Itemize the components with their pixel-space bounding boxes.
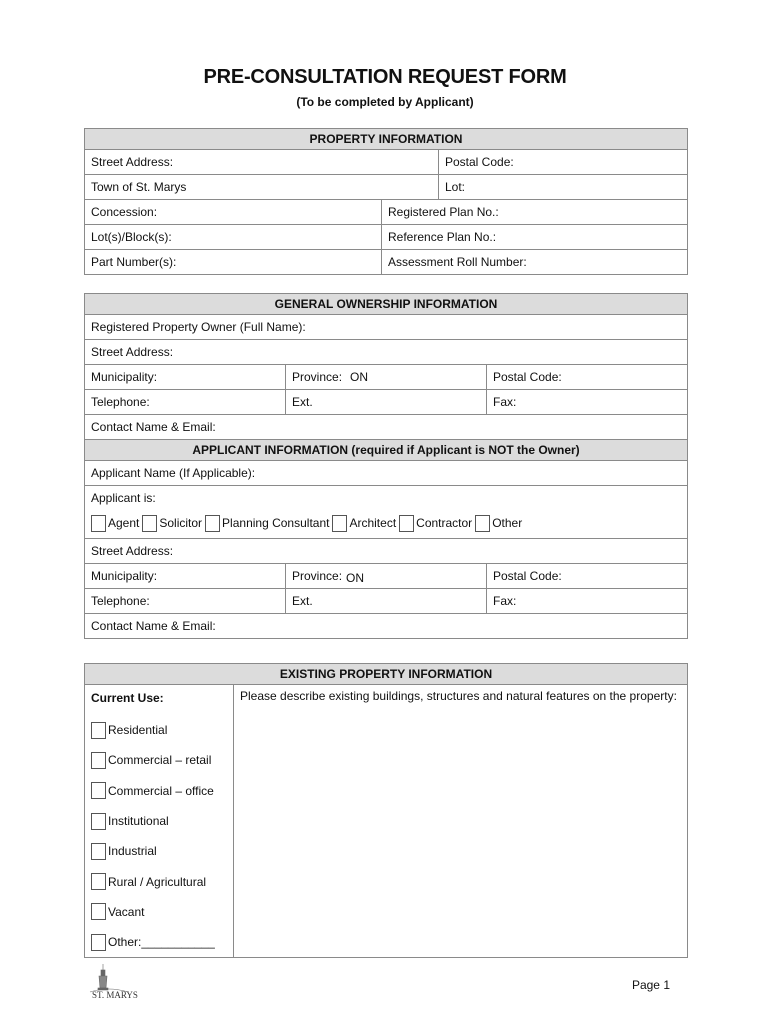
checkbox[interactable]	[399, 515, 414, 532]
applicant-contact-field[interactable]: Contact Name & Email:	[85, 614, 688, 639]
ownership-applicant-table	[84, 293, 688, 639]
option-label: Commercial – retail	[108, 753, 212, 768]
checkbox[interactable]	[142, 515, 157, 532]
option-label: Other	[492, 516, 523, 530]
owner-province-value: ON	[350, 370, 369, 384]
checkbox[interactable]	[91, 934, 106, 951]
use-option-commercial-retail[interactable]	[91, 745, 227, 775]
current-use-list	[91, 715, 227, 957]
checkbox[interactable]	[91, 903, 106, 920]
checkbox[interactable]	[91, 873, 106, 890]
use-option-commercial-office[interactable]	[91, 776, 227, 806]
applicant-type-contractor[interactable]	[399, 515, 472, 532]
owner-street-address-field[interactable]: Street Address:	[85, 340, 688, 365]
option-label: Industrial	[108, 844, 157, 859]
checkbox[interactable]	[91, 722, 106, 739]
postal-code-field[interactable]: Postal Code:	[439, 150, 688, 175]
owner-contact-field[interactable]: Contact Name & Email:	[85, 415, 688, 440]
property-information-header: PROPERTY INFORMATION	[85, 129, 688, 150]
option-label: Agent	[108, 516, 140, 530]
owner-province-label: Province:	[292, 370, 343, 384]
option-label: Commercial – office	[108, 783, 214, 798]
owner-name-field[interactable]: Registered Property Owner (Full Name):	[85, 315, 688, 340]
owner-ext-field[interactable]: Ext.	[286, 390, 487, 415]
option-label: Architect	[349, 516, 397, 530]
checkbox[interactable]	[91, 752, 106, 769]
applicant-is-label: Applicant is:	[91, 491, 156, 505]
applicant-type-other[interactable]	[475, 515, 522, 532]
owner-province-field[interactable]	[286, 365, 487, 390]
use-option-residential[interactable]	[91, 715, 227, 745]
checkbox[interactable]	[91, 843, 106, 860]
applicant-ext-field[interactable]: Ext.	[286, 589, 487, 614]
option-label: Rural / Agricultural	[108, 874, 207, 889]
applicant-type-solicitor[interactable]	[142, 515, 202, 532]
applicant-province-label: Province:	[292, 569, 343, 583]
applicant-municipality-field[interactable]: Municipality:	[85, 564, 286, 589]
applicant-header: APPLICANT INFORMATION (required if Applicant is NOT the Owner)	[85, 440, 688, 461]
applicant-name-field[interactable]: Applicant Name (If Applicable):	[85, 461, 688, 486]
assessment-roll-field[interactable]: Assessment Roll Number:	[382, 250, 688, 275]
owner-postal-code-field[interactable]: Postal Code:	[487, 365, 688, 390]
checkbox[interactable]	[475, 515, 490, 532]
ownership-header: GENERAL OWNERSHIP INFORMATION	[85, 294, 688, 315]
option-label: Residential	[108, 723, 168, 738]
form-title: PRE-CONSULTATION REQUEST FORM	[203, 66, 567, 88]
owner-telephone-field[interactable]: Telephone:	[85, 390, 286, 415]
part-numbers-field[interactable]: Part Number(s):	[85, 250, 382, 275]
applicant-province-field[interactable]	[286, 564, 487, 589]
option-label: Vacant	[108, 904, 145, 919]
property-information-table	[84, 128, 688, 275]
use-option-rural-agricultural[interactable]	[91, 866, 227, 896]
option-label: Contractor	[416, 516, 473, 530]
lots-blocks-field[interactable]: Lot(s)/Block(s):	[85, 225, 382, 250]
applicant-province-value: ON	[346, 571, 365, 585]
applicant-type-architect[interactable]	[332, 515, 396, 532]
use-option-industrial[interactable]	[91, 836, 227, 866]
applicant-street-address-field[interactable]: Street Address:	[85, 539, 688, 564]
street-address-field[interactable]: Street Address:	[85, 150, 439, 175]
checkbox[interactable]	[332, 515, 347, 532]
town-field[interactable]: Town of St. Marys	[85, 175, 439, 200]
checkbox[interactable]	[205, 515, 220, 532]
current-use-cell	[85, 685, 234, 958]
existing-description-field[interactable]	[234, 685, 688, 958]
checkbox[interactable]	[91, 813, 106, 830]
logo-wordmark: ST. MARYS	[92, 990, 138, 1000]
option-label: Institutional	[108, 814, 169, 829]
current-use-label: Current Use:	[91, 691, 164, 705]
applicant-type-options	[91, 510, 681, 536]
owner-municipality-field[interactable]: Municipality:	[85, 365, 286, 390]
option-label: Planning Consultant	[222, 516, 330, 530]
form-subtitle: (To be completed by Applicant)	[296, 95, 474, 109]
existing-property-header: EXISTING PROPERTY INFORMATION	[85, 664, 688, 685]
lot-field[interactable]: Lot:	[439, 175, 688, 200]
describe-prompt: Please describe existing buildings, structures and natural features on the property:	[240, 689, 677, 703]
applicant-type-cell	[85, 486, 688, 539]
reference-plan-field[interactable]: Reference Plan No.:	[382, 225, 688, 250]
applicant-fax-field[interactable]: Fax:	[487, 589, 688, 614]
applicant-postal-code-field[interactable]: Postal Code:	[487, 564, 688, 589]
existing-property-table	[84, 663, 688, 958]
applicant-type-agent[interactable]	[91, 515, 139, 532]
checkbox[interactable]	[91, 515, 106, 532]
option-label: Other:___________	[108, 935, 215, 950]
applicant-type-planning-consultant[interactable]	[205, 515, 329, 532]
page-number: Page 1	[631, 978, 670, 992]
owner-fax-field[interactable]: Fax:	[487, 390, 688, 415]
concession-field[interactable]: Concession:	[85, 200, 382, 225]
registered-plan-field[interactable]: Registered Plan No.:	[382, 200, 688, 225]
applicant-telephone-field[interactable]: Telephone:	[85, 589, 286, 614]
use-option-other[interactable]	[91, 927, 227, 957]
checkbox[interactable]	[91, 782, 106, 799]
use-option-institutional[interactable]	[91, 806, 227, 836]
use-option-vacant[interactable]	[91, 897, 227, 927]
option-label: Solicitor	[159, 516, 203, 530]
